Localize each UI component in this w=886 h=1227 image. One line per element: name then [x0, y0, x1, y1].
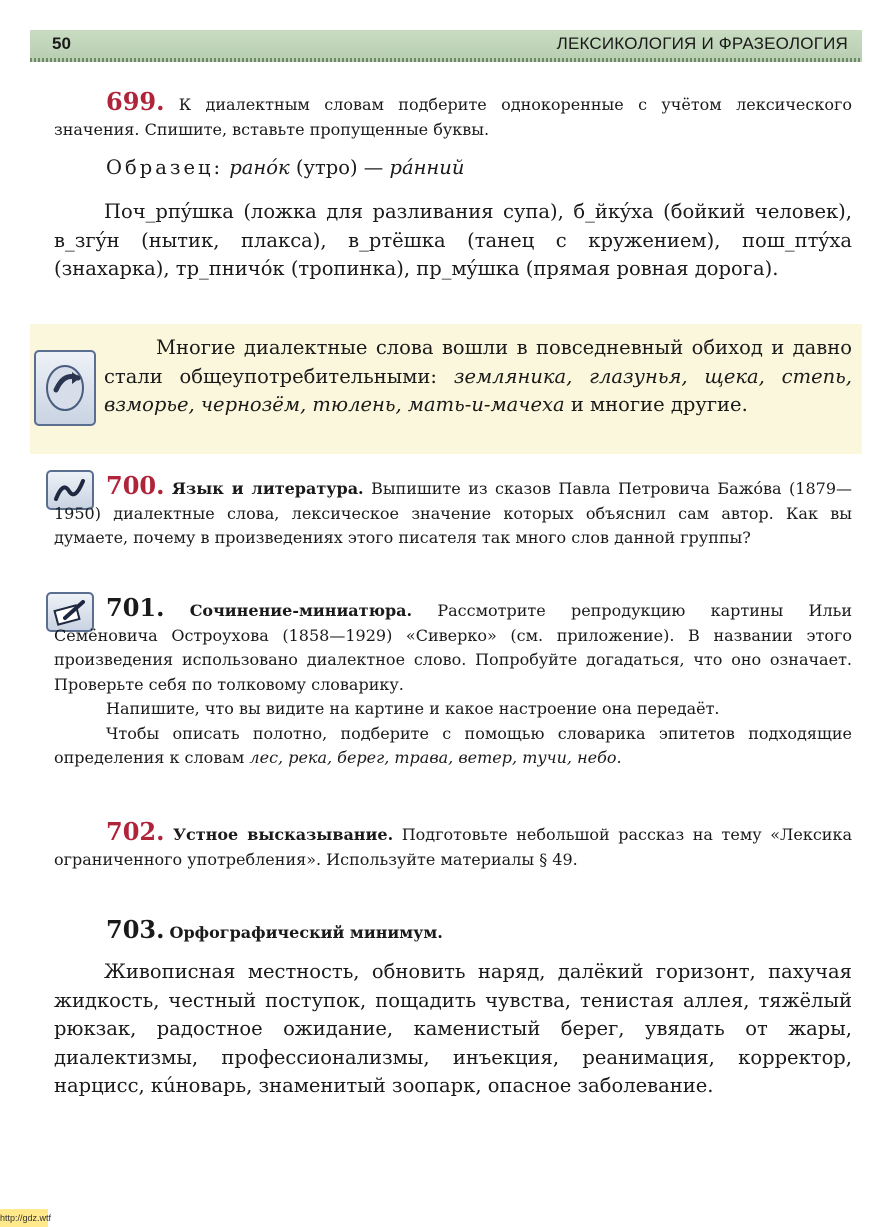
exercise-words: лес, река, берег, трава, ветер, тучи, небо. [249, 748, 622, 767]
note-outro: и многие другие. [570, 393, 748, 416]
exercise-heading: Сочинение-миниатюра. [189, 601, 413, 620]
exercise-number: 703. [106, 915, 165, 944]
sample-mid: (утро) — [295, 156, 384, 179]
exercise-number: 701. [106, 593, 165, 622]
exercise-702 [54, 817, 853, 872]
exercise-700 [54, 471, 853, 551]
exercise-text-2: Напишите, что вы видите на картине и какое настроение она передаёт. [106, 699, 720, 718]
exercise-text-3: Чтобы описать полотно, подберите с помощью словарика эпитетов подходящие определения к словам [54, 723, 852, 767]
sample-word-1: ранóк [229, 156, 290, 179]
note-examples: земляника, глазунья, щека, степь, взморье, чернозём, тюлень, мать-и-мачеха [104, 364, 852, 416]
exercise-703-text [54, 958, 852, 1101]
header-rule [30, 58, 862, 62]
exercise-text: Подготовьте небольшой рассказ на тему «Лексика ограниченного употребления». Используйте материалы § 49. [54, 825, 853, 869]
page-number: 50 [52, 34, 71, 53]
exercise-699-task [54, 87, 852, 142]
sample-label: Образец: [106, 156, 224, 179]
exercise-task: К диалектным словам подберите однокоренные с учётом лексического значения. Спишите, вставьте пропущенные буквы. [54, 95, 852, 139]
exercise-701 [54, 593, 852, 771]
exercise-heading: Орфографический минимум. [169, 923, 443, 942]
exercise-text: Выпишите из сказов Павла Петровича Бажóва (1879—1950) диалектные слова, лексическое значение которых объяснил сам автор. Как вы думаете, почему в произведениях этого писателя так много слов данной группы? [54, 479, 853, 547]
exercise-heading: Устное высказывание. [173, 825, 394, 844]
exercise-number: 699. [106, 87, 165, 116]
note-icon [34, 350, 96, 426]
section-title: ЛЕКСИКОЛОГИЯ И ФРАЗЕОЛОГИЯ [556, 34, 848, 53]
exercise-699-words [54, 198, 852, 284]
exercise-699-sample [54, 154, 852, 183]
exercise-text-1: Рассмотрите репродукцию картины Ильи Семёновича Остроухова (1858—1929) «Сиверко» (см. приложение). В названии этого произведения использовано диалектное слово. Попробуйте догадаться, что оно означает. Проверьте себя по толковому словарику. [54, 601, 852, 694]
exercise-heading: Язык и литература. [171, 479, 364, 498]
exercise-number: 702. [106, 817, 165, 846]
note-text [104, 334, 852, 420]
spelling-word-list: Живописная местность, обновить наряд, далёкий горизонт, пахучая жидкость, честный поступок, пощадить чувства, тенистая аллея, тяжёлый рюкзак, радостное ожидание, каменистый берег, увядать от жары, диалектизмы, профессионализмы, инъекция, реанимация, корректор, нарцисс, кúноварь, знаменитый зоопарк, опасное заболевание. [54, 960, 852, 1097]
site-watermark: http://gdz.wtf [0, 1209, 48, 1227]
exercise-number: 700. [106, 471, 165, 500]
page-header [30, 30, 862, 58]
note-intro: Многие диалектные слова вошли в повседневный обиход и давно стали общеупотребительными: [104, 336, 852, 388]
eye-arrow-icon [42, 360, 88, 416]
sample-word-2: рáнний [389, 156, 465, 179]
word-list: Поч_рпýшка (ложка для разливания супа), б_йкýха (бойкий человек), в_згýн (нытик, плакса), в_ртёшка (танец с кружением), пош_птýха (знахарка), тр_пничóк (тропинка), пр_мýшка (прямая ровная дорога). [54, 200, 852, 280]
exercise-703-heading [54, 915, 852, 946]
